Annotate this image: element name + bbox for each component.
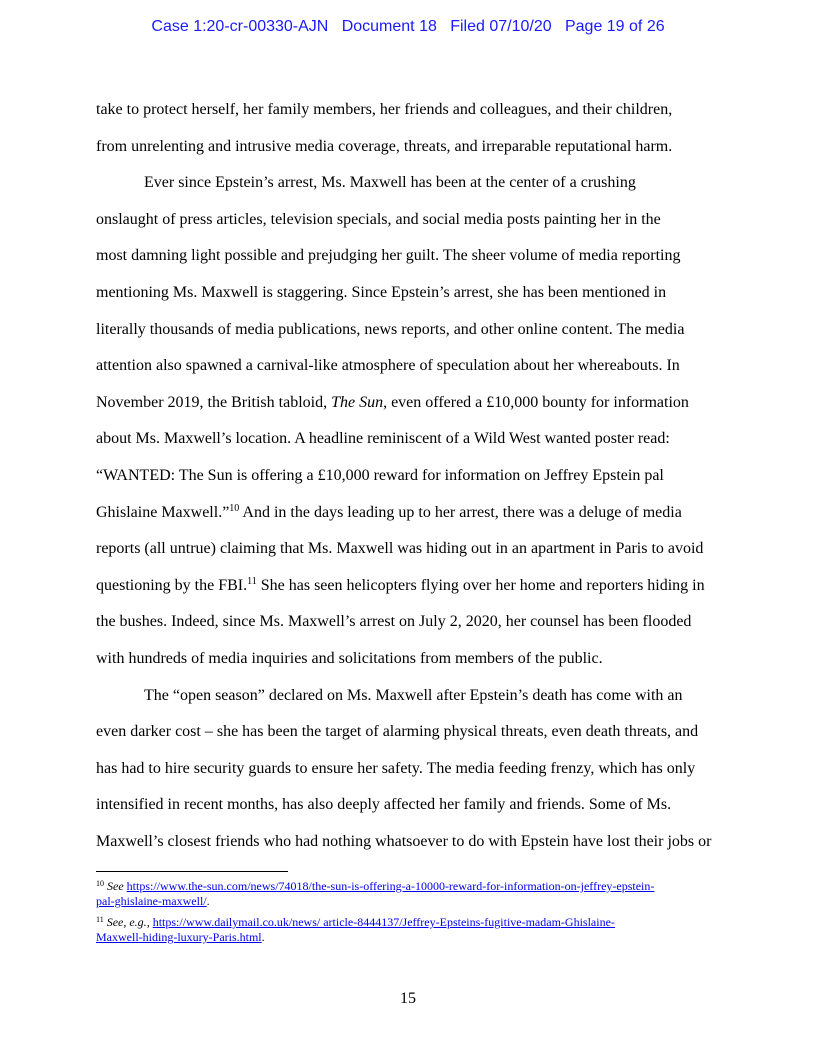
text-line: take to protect herself, her family members, her friends and colleagues, and their children, bbox=[96, 101, 673, 118]
text-line bbox=[96, 385, 720, 422]
footnote-separator: , bbox=[146, 915, 153, 929]
text-line: has had to hire security guards to ensure her safety. The media feeding frenzy, which has only bbox=[96, 759, 696, 777]
footnote-number: 10 bbox=[96, 879, 104, 888]
text-segment: She has seen helicopters flying over her home and reporters hiding in bbox=[256, 576, 705, 594]
text-line: about Ms. Maxwell’s location. A headline reminiscent of a Wild West wanted poster read: bbox=[96, 430, 670, 448]
paragraph-start-line: Ever since Epstein’s arrest, Ms. Maxwell has been at the center of a crushing bbox=[144, 174, 636, 192]
body-text bbox=[96, 92, 720, 860]
publication-title: The Sun bbox=[331, 393, 384, 411]
text-segment: questioning by the FBI. bbox=[96, 576, 248, 594]
text-line: Maxwell’s closest friends who had nothing whatsoever to do with Epstein have lost their jobs or bbox=[96, 832, 712, 850]
case-header bbox=[0, 18, 816, 36]
text-segment: And in the days leading up to her arrest, there was a deluge of media bbox=[239, 503, 682, 521]
paragraph-start-line: The “open season” declared on Ms. Maxwell after Epstein’s death has come with an bbox=[144, 686, 683, 704]
text-line: with hundreds of media inquiries and solicitations from members of the public. bbox=[96, 649, 603, 667]
text-line: mentioning Ms. Maxwell is staggering. Since Epstein’s arrest, she has been mentioned in bbox=[96, 283, 667, 301]
text-line: intensified in recent months, has also deeply affected her family and friends. Some of Ms. bbox=[96, 796, 672, 814]
footnote-link[interactable]: https://www.dailymail.co.uk/news/ article-8444137/Jeffrey-Epsteins-fugitive-madam-Ghislaine- bbox=[152, 915, 615, 929]
footnote-link-cont[interactable]: pal-ghislaine-maxwell/ bbox=[96, 894, 207, 908]
text-line: even darker cost – she has been the target of alarming physical threats, even death threats, and bbox=[96, 723, 699, 741]
footnotes bbox=[96, 879, 720, 951]
page-number: 15 bbox=[400, 990, 416, 1007]
text-line bbox=[96, 495, 720, 532]
citation-signal: See, e.g. bbox=[106, 915, 147, 929]
footnote-11 bbox=[96, 915, 720, 945]
text-line: the bushes. Indeed, since Ms. Maxwell’s arrest on July 2, 2020, her counsel has been flooded bbox=[96, 613, 692, 631]
footnote-end: . bbox=[206, 894, 210, 908]
footnote-end: . bbox=[261, 930, 265, 944]
text-line: most damning light possible and prejudging her guilt. The sheer volume of media reporting bbox=[96, 247, 681, 265]
text-line: from unrelenting and intrusive media coverage, threats, and irreparable reputational harm. bbox=[96, 137, 673, 155]
case-number: Case 1:20-cr-00330-AJN bbox=[151, 18, 329, 35]
text-segment: November 2019, the British tabloid, bbox=[96, 393, 332, 411]
text-line: attention also spawned a carnival-like atmosphere of speculation about her whereabouts. In bbox=[96, 357, 680, 375]
text-line: reports (all untrue) claiming that Ms. Maxwell was hiding out in an apartment in Paris to avoid bbox=[96, 540, 704, 558]
footnote-divider bbox=[96, 871, 288, 872]
footnote-link[interactable]: https://www.the-sun.com/news/74018/the-sun-is-offering-a-10000-reward-for-information-on-jeffrey-epstein- bbox=[126, 879, 655, 893]
footnote-ref-11[interactable]: 11 bbox=[247, 575, 257, 587]
footnote-ref-10[interactable]: 10 bbox=[229, 502, 240, 514]
footnote-link-cont[interactable]: Maxwell-hiding-luxury-Paris.html bbox=[96, 930, 262, 944]
page-of: Page 19 of 26 bbox=[564, 18, 665, 35]
footnote-number: 11 bbox=[96, 915, 104, 924]
text-line: literally thousands of media publications, news reports, and other online content. The media bbox=[96, 320, 685, 338]
text-line: “WANTED: The Sun is offering a £10,000 reward for information on Jeffrey Epstein pal bbox=[96, 466, 664, 484]
text-line: onslaught of press articles, television specials, and social media posts painting her in the bbox=[96, 210, 661, 228]
text-line bbox=[96, 568, 720, 605]
footnote-10 bbox=[96, 879, 720, 909]
filed-date: Filed 07/10/20 bbox=[450, 18, 552, 35]
text-segment: Ghislaine Maxwell.” bbox=[96, 503, 230, 521]
document-number: Document 18 bbox=[341, 18, 437, 35]
text-segment: , even offered a £10,000 bounty for information bbox=[383, 393, 689, 411]
citation-signal: See bbox=[107, 879, 124, 893]
